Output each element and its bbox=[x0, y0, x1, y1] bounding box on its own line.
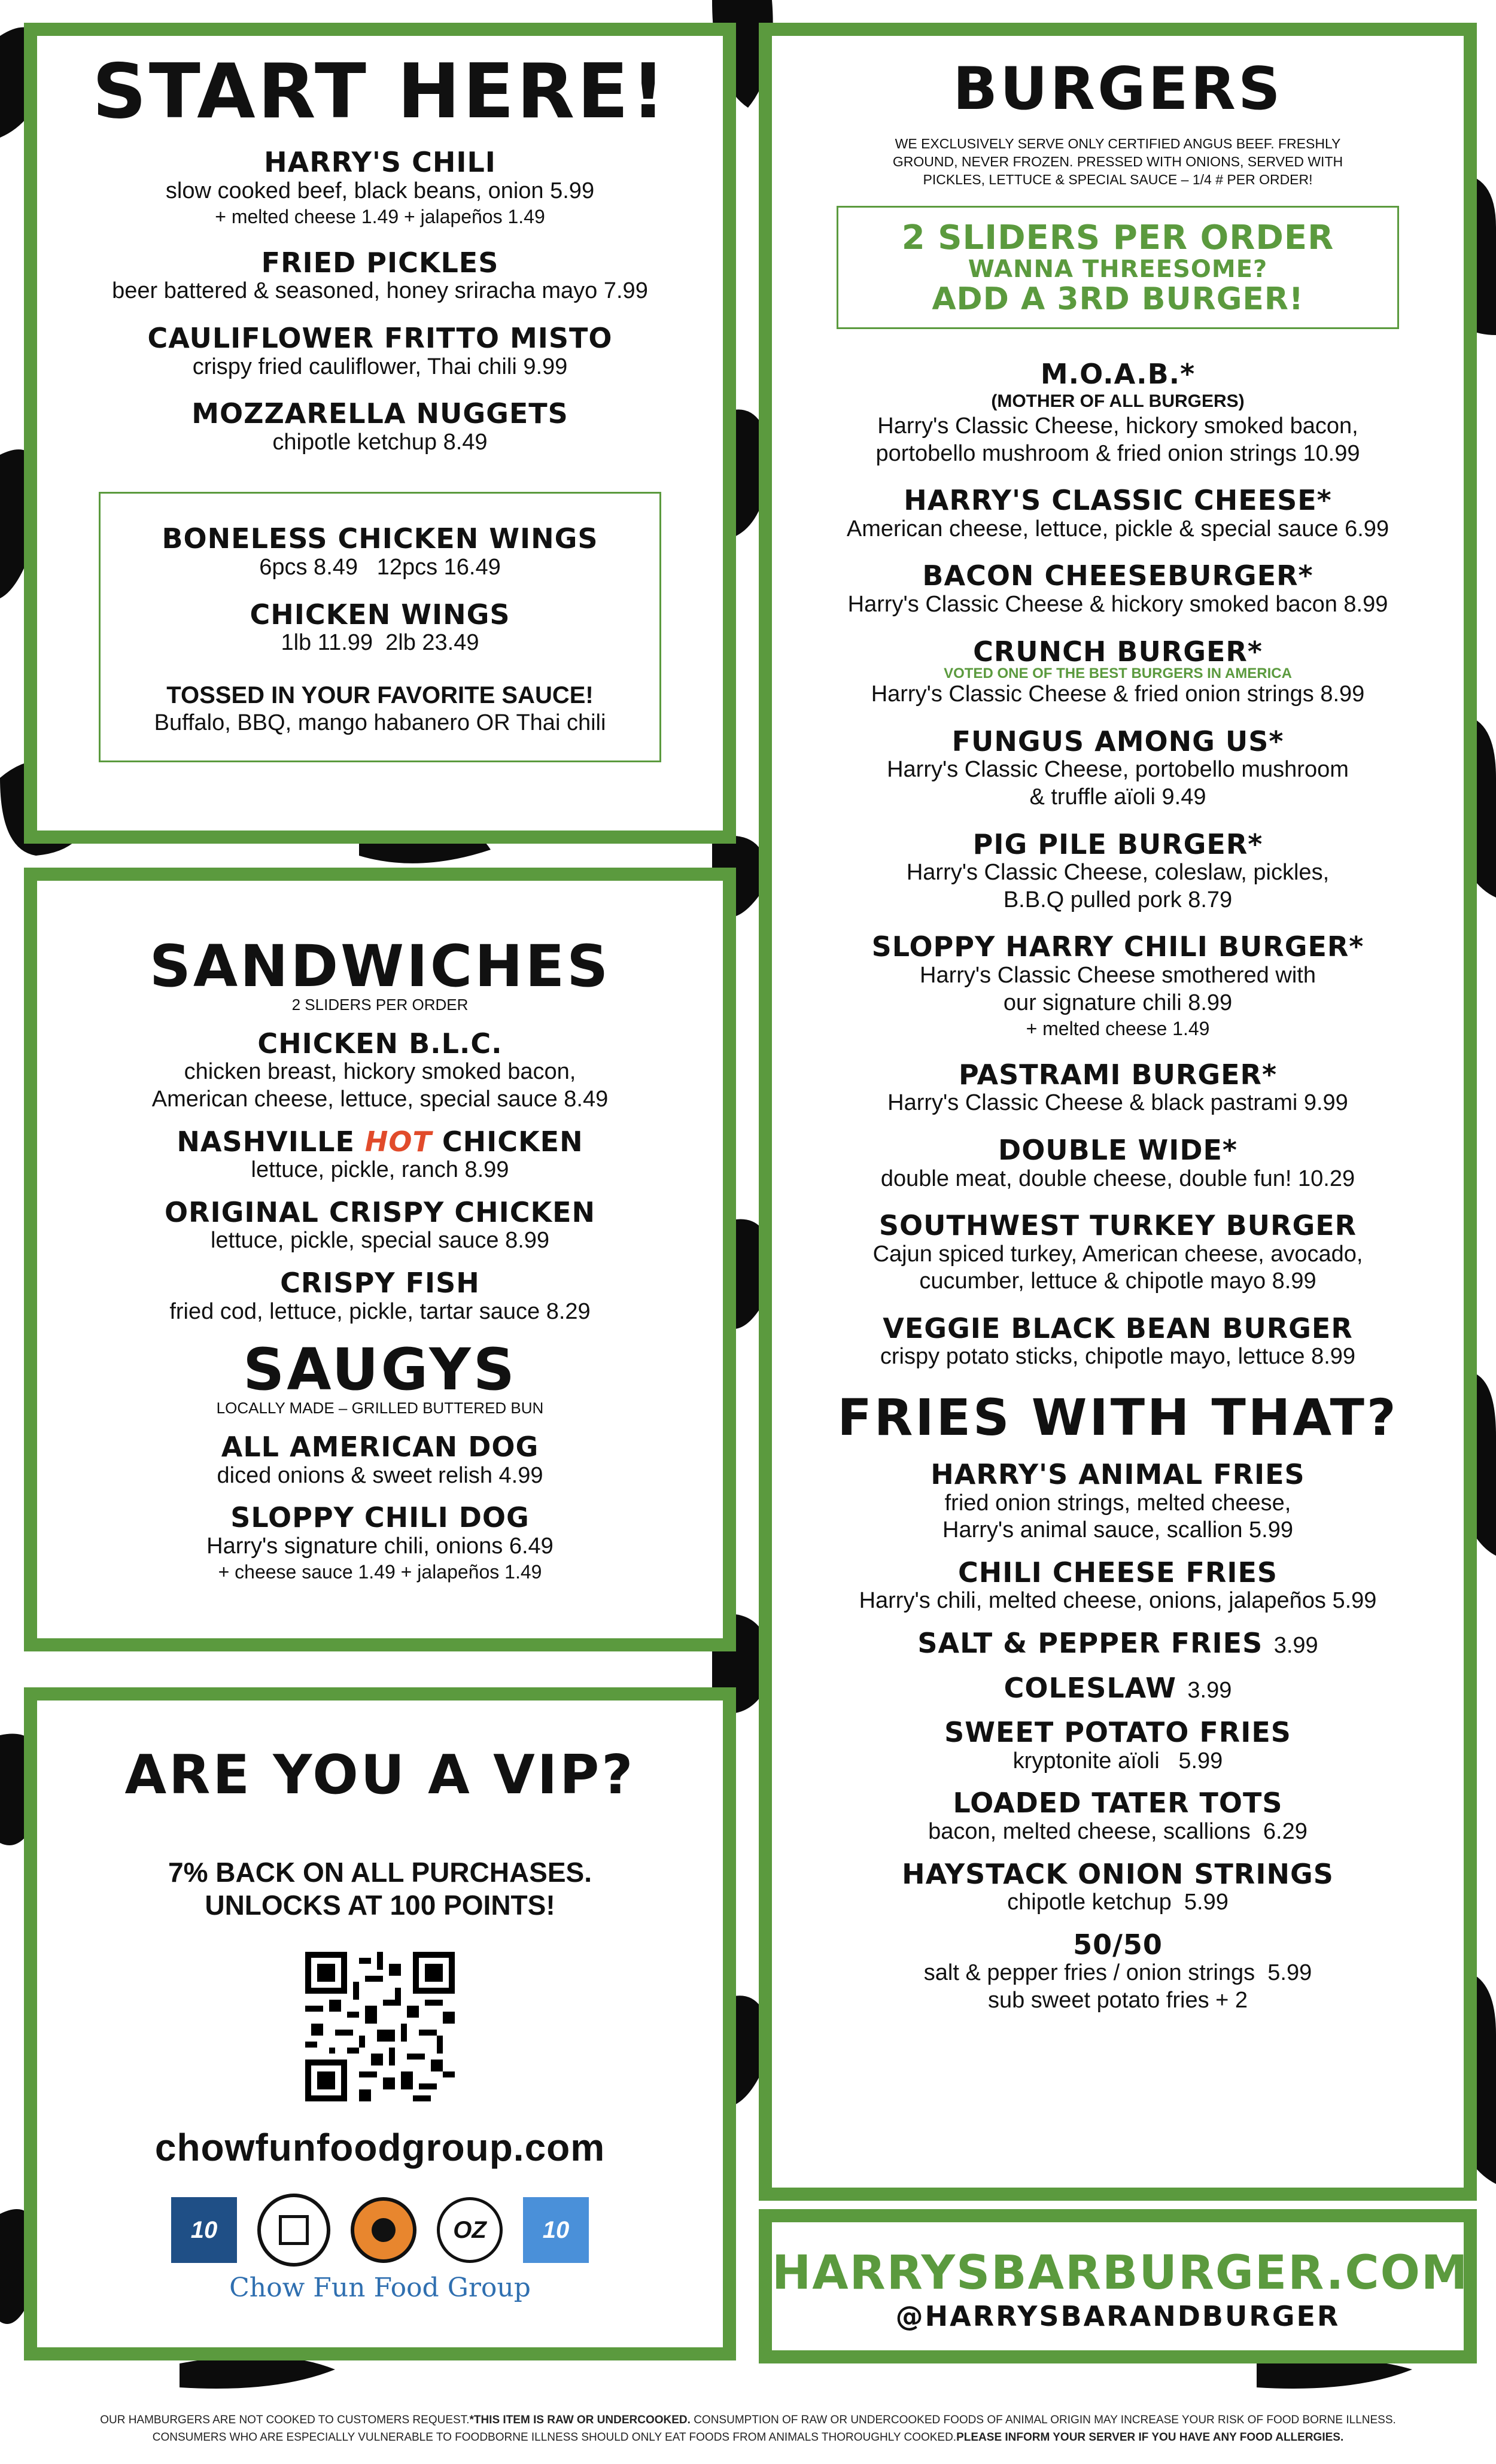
wings-box bbox=[99, 492, 661, 762]
item-desc: Harry's Classic Cheese, hickory smoked bacon, bbox=[877, 413, 1358, 439]
item-name: LOADED TATER TOTS bbox=[953, 1787, 1283, 1820]
disclaimer-text: CONSUMPTION OF RAW OR UNDERCOOKED FOODS OF ANIMAL ORIGIN MAY INCREASE YOUR RISK OF FOOD BORNE ILLNESS. bbox=[690, 2414, 1396, 2426]
item-desc: Harry's Classic Cheese, portobello mushroom bbox=[887, 757, 1349, 783]
item-addons: + melted cheese 1.49 bbox=[1026, 1018, 1210, 1040]
item-name: BONELESS CHICKEN WINGS bbox=[162, 522, 598, 555]
menu-item bbox=[37, 147, 723, 230]
vip-line: UNLOCKS AT 100 POINTS! bbox=[205, 1890, 555, 1921]
start-here-panel bbox=[24, 23, 736, 844]
promo-line: 2 SLIDERS PER ORDER bbox=[901, 218, 1334, 257]
burgers-intro: WE EXCLUSIVELY SERVE ONLY CERTIFIED ANGUS BEEF. FRESHLY GROUND, NEVER FROZEN. PRESSED WITH ONIONS, SERVED WITH PICKLES, LETTUCE & SPECIAL SAUCE – 1/4 # PER ORDER! bbox=[892, 136, 1343, 187]
menu-item bbox=[37, 1197, 723, 1255]
sandwiches-title: SANDWICHES bbox=[149, 933, 611, 1000]
item-name: 50/50 bbox=[1073, 1928, 1163, 1961]
item-name: M.O.A.B.* bbox=[1040, 358, 1196, 391]
menu-item bbox=[772, 1210, 1464, 1295]
saugys-note: LOCALLY MADE – GRILLED BUTTERED BUN bbox=[216, 1399, 544, 1417]
item-desc: Harry's Classic Cheese & black pastrami 9.99 bbox=[887, 1090, 1348, 1116]
item-prices: 6pcs 8.49 12pcs 16.49 bbox=[259, 554, 501, 580]
menu-item bbox=[772, 637, 1464, 708]
item-name-part: CHICKEN bbox=[431, 1125, 583, 1158]
item-name: SOUTHWEST TURKEY BURGER bbox=[878, 1209, 1357, 1242]
menu-item bbox=[772, 1859, 1464, 1917]
item-desc: American cheese, lettuce, pickle & special sauce 6.99 bbox=[846, 516, 1389, 542]
menu-item bbox=[772, 1930, 1464, 2015]
partner-logos bbox=[37, 2194, 723, 2267]
item-name: HARRY'S CLASSIC CHEESE* bbox=[904, 484, 1332, 517]
item-name: CHICKEN WINGS bbox=[250, 598, 510, 631]
qr-code[interactable] bbox=[305, 1952, 455, 2101]
item-name: HARRY'S ANIMAL FRIES bbox=[931, 1458, 1305, 1491]
item-subtitle: (MOTHER OF ALL BURGERS) bbox=[991, 391, 1245, 412]
item-price: 3.99 bbox=[1273, 1633, 1318, 1659]
item-desc: sub sweet potato fries + 2 bbox=[987, 1987, 1248, 2013]
item-desc: & truffle aïoli 9.49 bbox=[1029, 784, 1206, 810]
item-name: DOUBLE WIDE* bbox=[998, 1133, 1237, 1166]
badge-logo bbox=[257, 2194, 330, 2267]
burgers-panel bbox=[759, 23, 1477, 2201]
menu-item bbox=[37, 1502, 723, 1585]
menu-item bbox=[772, 561, 1464, 618]
menu-item bbox=[37, 399, 723, 456]
sandwiches-note: 2 SLIDERS PER ORDER bbox=[291, 996, 469, 1014]
item-name: SLOPPY CHILI DOG bbox=[230, 1501, 530, 1534]
vip-title: ARE YOU A VIP? bbox=[124, 1744, 636, 1806]
promo-box bbox=[837, 206, 1399, 330]
disclaimer-text: OUR HAMBURGERS ARE NOT COOKED TO CUSTOMERS REQUEST. bbox=[100, 2414, 470, 2426]
item-addons: + cheese sauce 1.49 + jalapeños 1.49 bbox=[218, 1561, 542, 1583]
item-name: MOZZARELLA NUGGETS bbox=[191, 397, 568, 430]
disclaimer bbox=[0, 2411, 1496, 2447]
item-desc: slow cooked beef, black beans, onion 5.99 bbox=[165, 178, 595, 203]
item-desc: chicken breast, hickory smoked bacon, bbox=[184, 1059, 576, 1085]
menu-item bbox=[37, 1432, 723, 1489]
vip-panel bbox=[24, 1687, 736, 2360]
item-name: CRUNCH BURGER* bbox=[973, 635, 1263, 668]
menu-item bbox=[772, 1558, 1464, 1615]
item-name bbox=[37, 1127, 723, 1157]
social-handle[interactable]: @HARRYSBARANDBURGER bbox=[895, 2300, 1340, 2332]
item-desc: Harry's chili, melted cheese, onions, jalapeños 5.99 bbox=[859, 1588, 1377, 1614]
menu-item bbox=[772, 1628, 1464, 1660]
item-name: PASTRAMI BURGER* bbox=[958, 1058, 1278, 1091]
item-desc: salt & pepper fries / onion strings 5.99 bbox=[923, 1960, 1312, 1986]
item-price: 3.99 bbox=[1187, 1677, 1232, 1703]
saugys-title: SAUGYS bbox=[243, 1336, 517, 1404]
item-desc: B.B.Q pulled pork 8.79 bbox=[1003, 887, 1233, 912]
item-addons: + melted cheese 1.49 + jalapeños 1.49 bbox=[215, 206, 545, 228]
disclaimer-bold: PLEASE INFORM YOUR SERVER IF YOU HAVE ANY FOOD ALLERGIES. bbox=[956, 2431, 1344, 2444]
item-desc: crispy fried cauliflower, Thai chili 9.99 bbox=[192, 354, 568, 379]
item-desc: Harry's Classic Cheese & fried onion strings 8.99 bbox=[871, 682, 1365, 707]
menu-item bbox=[772, 1313, 1464, 1371]
website-url[interactable]: chowfunfoodgroup.com bbox=[154, 2126, 606, 2170]
item-name: ORIGINAL CRISPY CHICKEN bbox=[164, 1196, 596, 1228]
menu-item bbox=[772, 1673, 1464, 1705]
item-desc: Harry's signature chili, onions 6.49 bbox=[206, 1533, 554, 1559]
website-panel bbox=[759, 2209, 1477, 2363]
menu-item bbox=[772, 1788, 1464, 1845]
item-name: FRIED PICKLES bbox=[261, 246, 499, 279]
item-name: CHILI CHEESE FRIES bbox=[958, 1556, 1278, 1589]
item-desc: bacon, melted cheese, scallions 6.29 bbox=[928, 1819, 1308, 1845]
menu-item bbox=[772, 1060, 1464, 1117]
item-desc: Harry's Classic Cheese, coleslaw, pickles, bbox=[906, 860, 1330, 886]
menu-item bbox=[37, 1127, 723, 1184]
item-desc: cucumber, lettuce & chipotle mayo 8.99 bbox=[919, 1268, 1316, 1294]
item-desc: lettuce, pickle, special sauce 8.99 bbox=[210, 1228, 550, 1254]
item-name: CAULIFLOWER FRITTO MISTO bbox=[147, 321, 613, 354]
item-name-part: NASHVILLE bbox=[177, 1125, 365, 1158]
item-name: CRISPY FISH bbox=[280, 1266, 480, 1299]
menu-item bbox=[37, 1268, 723, 1325]
menu-item bbox=[772, 485, 1464, 543]
menu-item bbox=[772, 1135, 1464, 1193]
item-name: PIG PILE BURGER* bbox=[972, 828, 1263, 860]
promo-line: ADD A 3RD BURGER! bbox=[932, 281, 1304, 318]
sauce-list: Buffalo, BBQ, mango habanero OR Thai chili bbox=[154, 710, 606, 735]
item-desc: beer battered & seasoned, honey sriracha mayo 7.99 bbox=[112, 278, 648, 304]
fries-title: FRIES WITH THAT? bbox=[837, 1388, 1398, 1447]
menu-item bbox=[772, 1717, 1464, 1775]
promo-line: WANNA THREESOME? bbox=[968, 255, 1268, 284]
item-desc: kryptonite aïoli 5.99 bbox=[1012, 1748, 1223, 1774]
taco-logo bbox=[351, 2197, 416, 2263]
item-desc: Cajun spiced turkey, American cheese, avocado, bbox=[872, 1241, 1363, 1267]
item-name: VEGGIE BLACK BEAN BURGER bbox=[883, 1312, 1353, 1344]
item-name: ALL AMERICAN DOG bbox=[221, 1430, 539, 1463]
ten-logo: 10 bbox=[171, 2197, 237, 2263]
oz-logo: OZ bbox=[437, 2197, 503, 2263]
menu-item bbox=[37, 248, 723, 305]
item-name: SALT & PEPPER FRIES bbox=[917, 1627, 1263, 1660]
item-name: SLOPPY HARRY CHILI BURGER* bbox=[871, 930, 1364, 963]
item-name: FUNGUS AMONG US* bbox=[951, 725, 1284, 758]
item-desc: double meat, double cheese, double fun! 10.29 bbox=[880, 1166, 1355, 1191]
item-name: CHICKEN B.L.C. bbox=[257, 1027, 503, 1060]
hot-badge: HOT bbox=[364, 1125, 432, 1158]
disclaimer-bold: *THIS ITEM IS RAW OR UNDERCOOKED. bbox=[469, 2414, 691, 2426]
item-desc: Harry's Classic Cheese & hickory smoked bacon 8.99 bbox=[847, 592, 1388, 617]
item-desc: American cheese, lettuce, special sauce 8.49 bbox=[151, 1086, 609, 1112]
award-tag: VOTED ONE OF THE BEST BURGERS IN AMERICA bbox=[944, 665, 1292, 682]
menu-item bbox=[772, 726, 1464, 811]
item-desc: our signature chili 8.99 bbox=[1003, 990, 1233, 1015]
menu-item bbox=[772, 1459, 1464, 1544]
ten-seafood-logo: 10 bbox=[523, 2197, 589, 2263]
menu-item bbox=[772, 359, 1464, 467]
item-prices: 1lb 11.99 2lb 23.49 bbox=[281, 630, 479, 656]
menu-item bbox=[37, 323, 723, 381]
item-desc: portobello mushroom & fried onion strings 10.99 bbox=[875, 440, 1360, 466]
burgers-title: BURGERS bbox=[953, 55, 1283, 123]
item-desc: Harry's Classic Cheese smothered with bbox=[920, 962, 1316, 988]
menu-item bbox=[37, 1029, 723, 1114]
item-desc: crispy potato sticks, chipotle mayo, lettuce 8.99 bbox=[880, 1344, 1356, 1370]
item-desc: diced onions & sweet relish 4.99 bbox=[217, 1462, 543, 1488]
disclaimer-line bbox=[0, 2429, 1496, 2446]
item-name: COLESLAW bbox=[1004, 1671, 1176, 1704]
item-desc: chipotle ketchup 5.99 bbox=[1007, 1890, 1229, 1915]
item-desc: chipotle ketchup 8.49 bbox=[272, 429, 488, 455]
item-desc: fried cod, lettuce, pickle, tartar sauce 8.29 bbox=[169, 1298, 591, 1324]
item-name: HARRY'S CHILI bbox=[264, 146, 496, 178]
item-desc: Harry's animal sauce, scallion 5.99 bbox=[942, 1517, 1293, 1543]
start-here-title: START HERE! bbox=[92, 47, 668, 135]
item-name: SWEET POTATO FRIES bbox=[944, 1716, 1291, 1749]
item-name: BACON CHEESEBURGER* bbox=[922, 559, 1313, 592]
menu-item bbox=[772, 829, 1464, 914]
disclaimer-text: CONSUMERS WHO ARE ESPECIALLY VULNERABLE TO FOODBORNE ILLNESS SHOULD ONLY EAT FOODS FROM ANIMALS THOROUGHLY COOKED. bbox=[152, 2431, 957, 2444]
group-name: Chow Fun Food Group bbox=[229, 2273, 531, 2304]
vip-line: 7% BACK ON ALL PURCHASES. bbox=[168, 1857, 592, 1888]
menu-item bbox=[772, 932, 1464, 1041]
item-name: HAYSTACK ONION STRINGS bbox=[902, 1857, 1334, 1890]
item-desc: fried onion strings, melted cheese, bbox=[944, 1490, 1291, 1516]
item-desc: lettuce, pickle, ranch 8.99 bbox=[251, 1157, 509, 1183]
restaurant-website[interactable]: HARRYSBARBURGER.COM bbox=[772, 2246, 1469, 2300]
sandwiches-panel bbox=[24, 868, 736, 1651]
sauce-title: TOSSED IN YOUR FAVORITE SAUCE! bbox=[166, 682, 594, 708]
disclaimer-line bbox=[0, 2411, 1496, 2429]
